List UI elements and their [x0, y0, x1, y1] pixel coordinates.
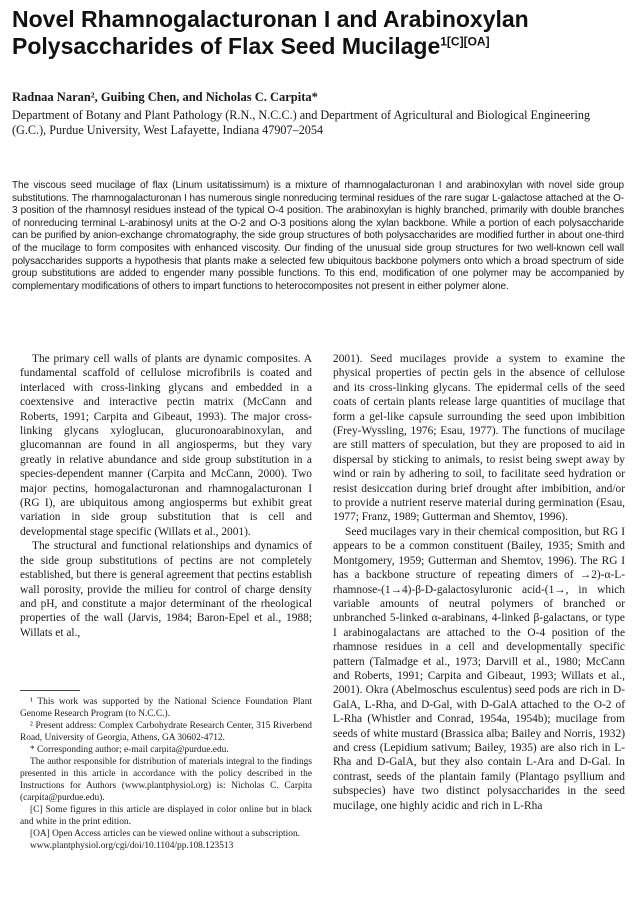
- footnotes: [20, 696, 312, 852]
- footnote-open-access: [OA] Open Access articles can be viewed online without a subscription.: [30, 829, 300, 839]
- author-affiliation: Department of Botany and Plant Pathology (R.N., N.C.C.) and Department of Agricultural and Biological Engineering (G.C.), Purdue University, West Lafayette, Indiana 47907–2054: [12, 108, 591, 137]
- body-paragraph: The primary cell walls of plants are dynamic composites. A fundamental scaffold of cellulose microfibrils is coated and interlaced with cross-linking glycans and embedded in a coextensive and interactive pectin matrix (McCann and Roberts, 1991; Carpita and Gibeaut, 1993). The major cross-linking glycans xyloglucan, glucuronoarabinoxylan, and glucomannan are found in all angiosperms, but they vary greatly in relative abundance and side group substitution in a species-dependent manner (Carpita and McCann, 2000). Two major pectins, homogalacturonan and rhamnogalacturonan I (RG I), are ubiquitous among angiosperms but exhibit great variation in side group substitution that is cell and developmental stage specific (Willats et al., 2001).: [20, 353, 312, 538]
- footnote-color-figures: [C] Some figures in this article are displayed in color online but in black and white in the print edition.: [20, 805, 312, 827]
- body-paragraph: Seed mucilages vary in their chemical composition, but RG I appears to be a common constituent (Bailey, 1935; Smith and Montgomery, 1959; Gutterman and Shemtov, 1996). The RG I has a backbone structure of repeating dimers of →2)-α-L-rhamnose-(1→4)-β-D-galactosyluronic acid-(1→, in which variable amounts of neutral polymers of branched or unbranched 5-linked α-arabinans, 4-linked β-galactans, or type I arabinogalactans are attached to the O-4 position of the rhamnose residues in a cell and developmentally specific pattern (Talmadge et al., 1973; Darvill et al., 1980; McCann and Roberts, 1991; Carpita and Gibeaut, 1993; Willats et al., 2001). Okra (Abelmoschus esculentus) seed pods are rich in D-GalA, L-Rha, and D-Gal, with D-GalA attached to the O-2 of L-Rha (Whistler and Conrad, 1954a, 1954b); mucilage from seeds of white mustard (Brassica alba; Bailey and Norris, 1932) and cress (Lepidium sativum; Bailey, 1935) are also rich in L-Rha and D-GalA, but they also contain L-Ara and D-Gal. In contrast, seeds of the plantain family (Plantago psyllium and subspecies) have two distinct polysaccharides in the seed mucilage, one highly acidic and rich in L-Rha: [333, 525, 625, 812]
- body-paragraph: The structural and functional relationships and dynamics of the side group substitutions of pectins are not completely established, but there is general agreement that pectins establish wall porosity, provide the milieu for control of charge density and pH, and constitute a major determinant of the rheological properties of the wall (Jarvis, 1984; Baron-Epel et al., 1988; Willats et al.,: [20, 540, 312, 639]
- footnote-responsible-author: The author responsible for distribution of materials integral to the findings presented in this article in accordance with the policy described in the Instructions for Authors (www.plantphysiol.org) is: Nicholas C. Carpita (carpita@purdue.edu).: [20, 757, 312, 803]
- abstract: The viscous seed mucilage of flax (Linum usitatissimum) is a mixture of rhamnogalacturonan I and arabinoxylan with novel side group substitutions. The rhamnogalacturonan I has numerous single nonreducing terminal residues of the rare sugar L-galactose attached at the O-3 position of the rhamnosyl residues instead of the typical O-4 position. The arabinoxylan is highly branched, primarily with double branches of nonreducing terminal L-arabinosyl units at the O-2 and O-3 positions along the xylan backbone. While a portion of each polysaccharide can be purified by anion-exchange chromatography, the side group structures of both polysaccharides are modified further in about one-third of the mucilage to form composites with enhanced viscosity. Our finding of the unusual side group structures for two well-known cell wall polysaccharides supports a hypothesis that plants make a selected few ubiquitous backbone polymers onto which a broad spectrum of side group substitutions are added to engender many possible functions. To this end, modification of one polymer may be accompanied by complementary modifications of others to impart functions to heterocomposites not present in either polymer alone.: [12, 180, 624, 292]
- author-list: Radnaa Naran², Guibing Chen, and Nicholas C. Carpita*: [12, 90, 318, 104]
- footnote-funding: ¹ This work was supported by the National Science Foundation Plant Genome Research Program (to N.C.C.).: [20, 697, 312, 719]
- footnote-corresponding-author: * Corresponding author; e-mail carpita@purdue.edu.: [30, 745, 229, 755]
- footnote-present-address: ² Present address: Complex Carbohydrate Research Center, 315 Riverbend Road, University of Georgia, Athens, GA 30602-4712.: [20, 721, 312, 743]
- title-footnote-markers: 1[C][OA]: [440, 34, 490, 49]
- footnote-divider: [20, 690, 80, 691]
- article-title: [12, 6, 612, 60]
- article-title-text: Novel Rhamnogalacturonan I and Arabinoxylan Polysaccharides of Flax Seed Mucilage: [12, 6, 529, 59]
- body-column-right: [333, 352, 625, 813]
- footnote-doi-link[interactable]: www.plantphysiol.org/cgi/doi/10.1104/pp.108.123513: [30, 841, 234, 851]
- body-paragraph: 2001). Seed mucilages provide a system to examine the physical properties of pectin gels in the absence of cellulose and its cross-linking glycans. The epidermal cells of the seed coats of certain plants release large quantities of mucilage that form a gel-like capsule surrounding the seed upon imbibition (Frey-Wyssling, 1976; Esau, 1977). The functions of mucilage are still matters of speculation, but they are proposed to aid in dispersal by sticking to animals, to resist being swept away by wind or rain by adhering to soil, to facilitate seed hydration or resist desiccation during brief drought after imbibition, and/or to provide a nutrient reserve material during germination (Esau, 1977; Franz, 1989; Gutterman and Shemtov, 1996).: [333, 353, 625, 524]
- body-column-left: [20, 352, 312, 640]
